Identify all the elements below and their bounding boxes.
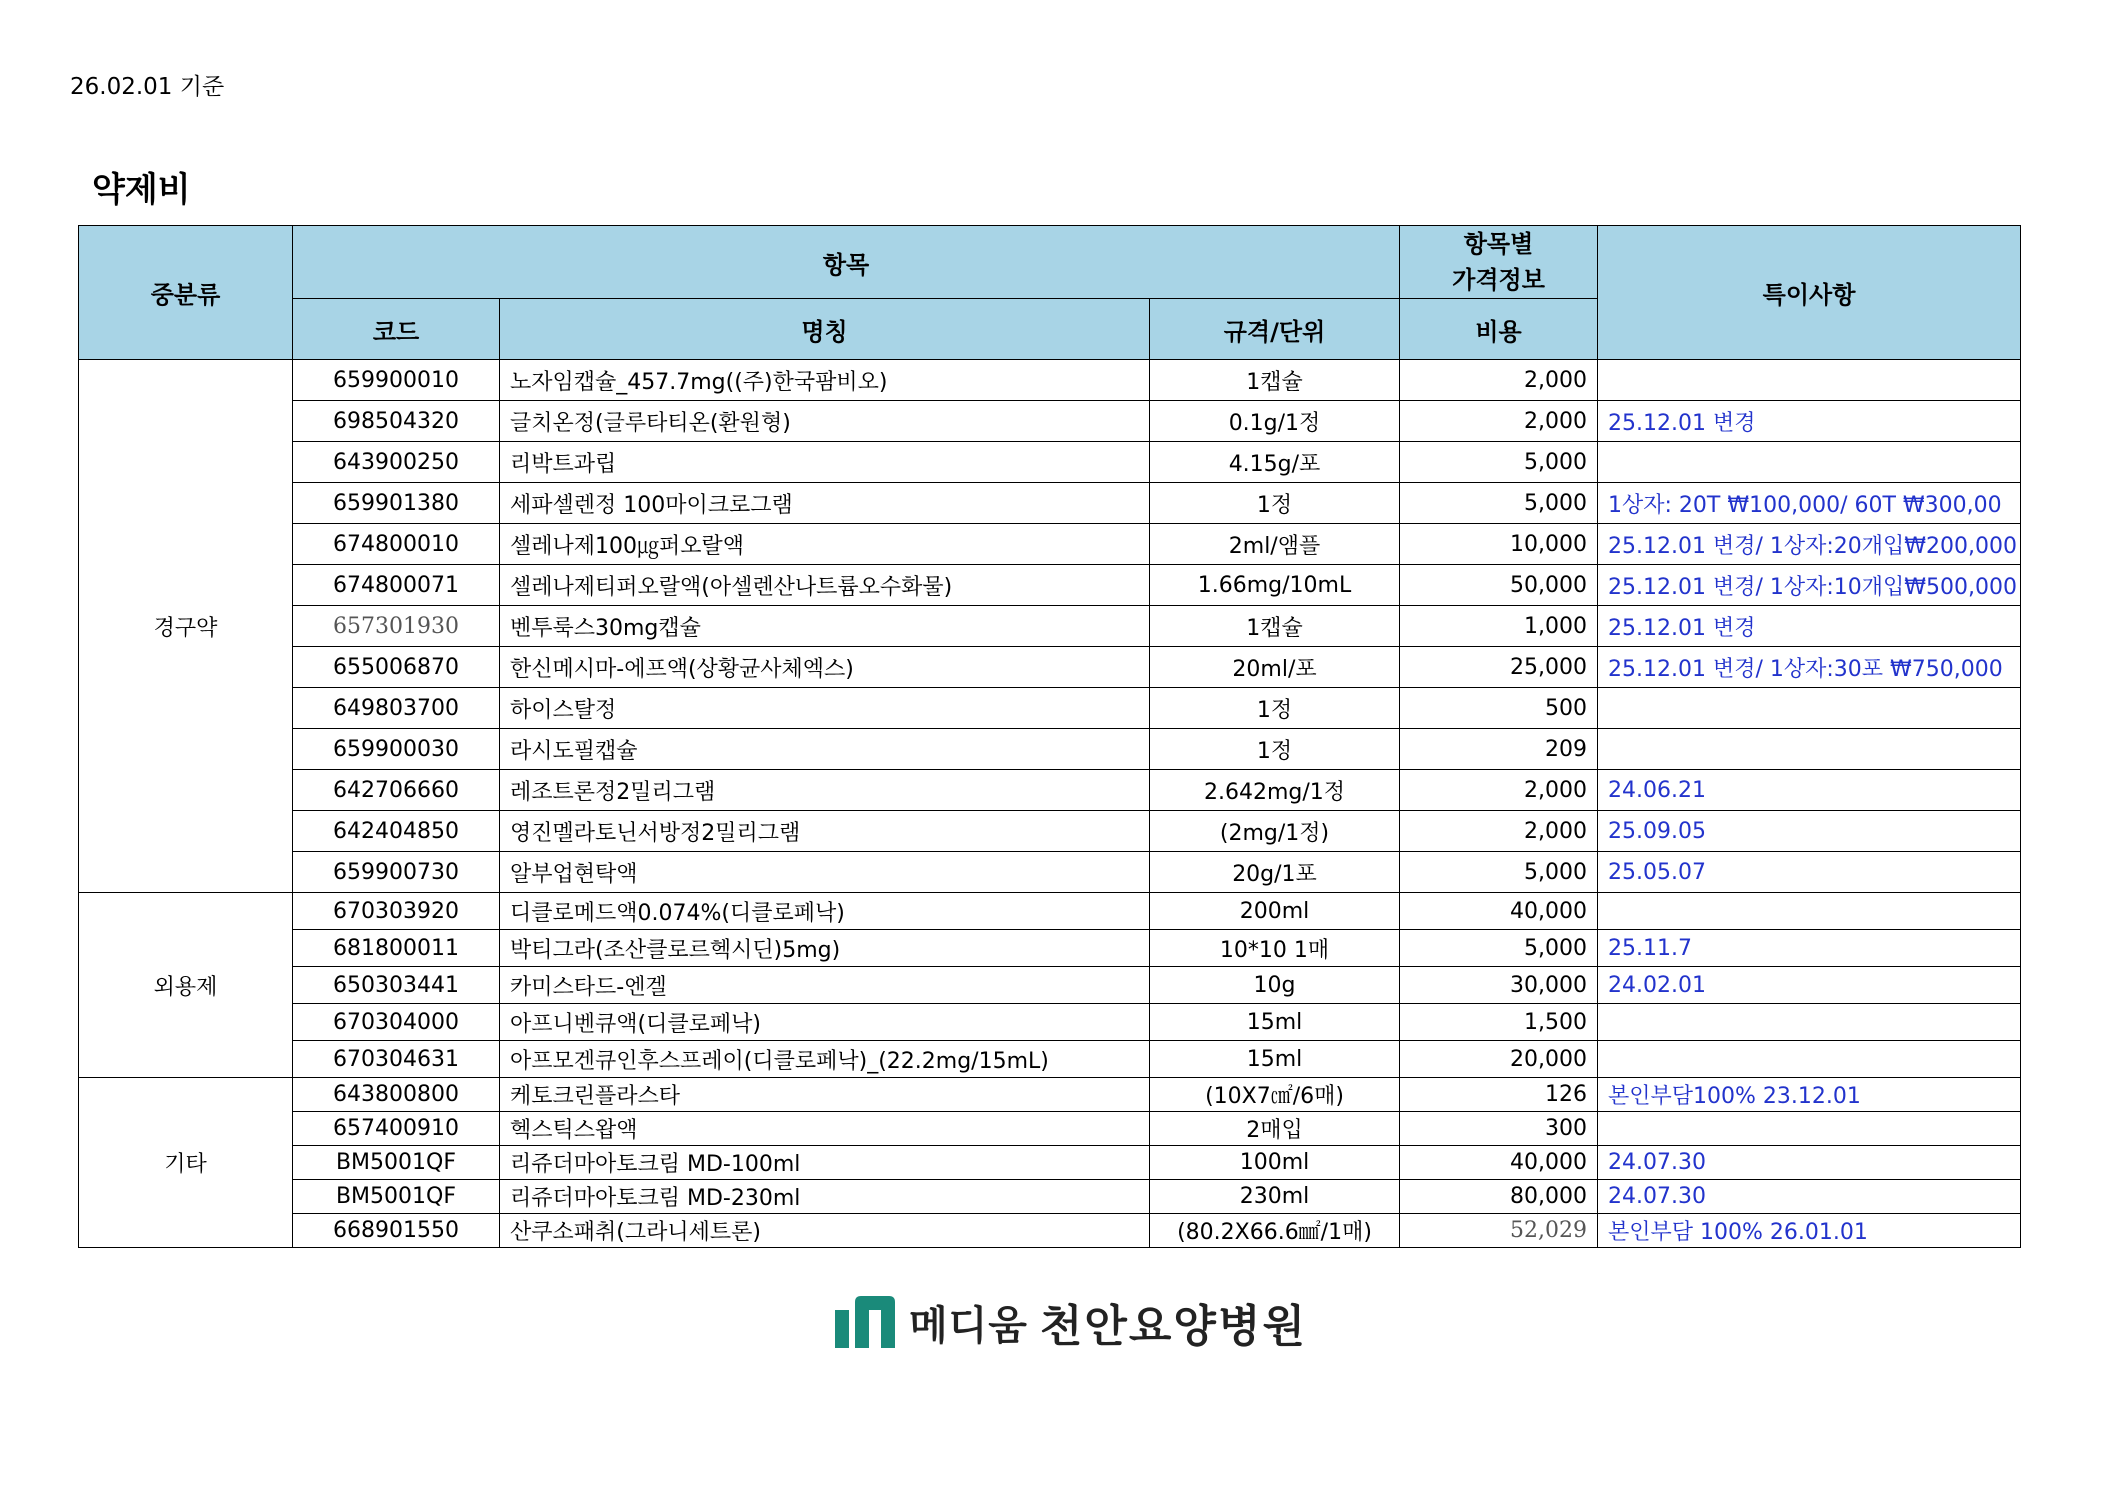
category-cell: 외용제: [79, 893, 293, 1078]
cost-cell: 126: [1400, 1078, 1598, 1112]
name-cell: 알부업현탁액: [500, 852, 1150, 893]
table-row: [79, 360, 2021, 401]
table-row: [79, 729, 2021, 770]
name-cell: 헥스틱스왑액: [500, 1112, 1150, 1146]
header-category: 중분류: [79, 226, 293, 360]
cost-cell: 2,000: [1400, 770, 1598, 811]
spec-cell: 1캡슐: [1150, 360, 1400, 401]
section-title: 약제비: [92, 170, 191, 210]
table-row: [79, 688, 2021, 729]
spec-cell: (2mg/1정): [1150, 811, 1400, 852]
spec-cell: 2.642mg/1정: [1150, 770, 1400, 811]
medium-logo-mark-icon: [835, 1296, 895, 1348]
spec-cell: 15ml: [1150, 1004, 1400, 1041]
category-cell: 경구약: [79, 360, 293, 893]
code-cell: 650303441: [293, 967, 500, 1004]
spec-cell: 2매입: [1150, 1112, 1400, 1146]
note-cell: 25.12.01 변경/ 1상자:10개입₩500,000: [1598, 565, 2021, 606]
note-cell: [1598, 1112, 2021, 1146]
note-cell: [1598, 893, 2021, 930]
code-cell: 698504320: [293, 401, 500, 442]
cost-cell: 500: [1400, 688, 1598, 729]
code-cell: 670304000: [293, 1004, 500, 1041]
table-row: [79, 647, 2021, 688]
header-code: 코드: [293, 299, 500, 360]
spec-cell: 2ml/앰플: [1150, 524, 1400, 565]
spec-cell: 1캡슐: [1150, 606, 1400, 647]
spec-cell: 1.66mg/10mL: [1150, 565, 1400, 606]
name-cell: 케토크린플라스타: [500, 1078, 1150, 1112]
logo-hospital-name: 천안요양병원: [1039, 1301, 1307, 1352]
cost-cell: 1,500: [1400, 1004, 1598, 1041]
note-cell: 1상자: 20T ₩100,000/ 60T ₩300,00: [1598, 483, 2021, 524]
name-cell: 하이스탈정: [500, 688, 1150, 729]
note-cell: [1598, 729, 2021, 770]
cost-cell: 209: [1400, 729, 1598, 770]
table-row: [79, 1180, 2021, 1214]
code-cell: 642706660: [293, 770, 500, 811]
spec-cell: 20ml/포: [1150, 647, 1400, 688]
note-cell: 25.05.07: [1598, 852, 2021, 893]
name-cell: 벤투룩스30mg캡슐: [500, 606, 1150, 647]
code-cell: 674800010: [293, 524, 500, 565]
reference-date: 26.02.01 기준: [70, 74, 225, 100]
cost-cell: 1,000: [1400, 606, 1598, 647]
table-row: [79, 930, 2021, 967]
cost-cell: 5,000: [1400, 483, 1598, 524]
name-cell: 리쥬더마아토크림 MD-230ml: [500, 1180, 1150, 1214]
name-cell: 카미스타드-엔겔: [500, 967, 1150, 1004]
header-price-info: 항목별 가격정보: [1400, 226, 1598, 299]
name-cell: 글치온정(글루타티온(환원형): [500, 401, 1150, 442]
code-cell: 659901380: [293, 483, 500, 524]
code-cell: 655006870: [293, 647, 500, 688]
code-cell: 670303920: [293, 893, 500, 930]
spec-cell: 1정: [1150, 729, 1400, 770]
table-row: [79, 1214, 2021, 1248]
cost-cell: 5,000: [1400, 930, 1598, 967]
code-cell: 657301930: [293, 606, 500, 647]
note-cell: [1598, 360, 2021, 401]
table-row: [79, 1041, 2021, 1078]
note-cell: 25.09.05: [1598, 811, 2021, 852]
cost-cell: 2,000: [1400, 401, 1598, 442]
code-cell: 657400910: [293, 1112, 500, 1146]
table-row: [79, 1004, 2021, 1041]
cost-cell: 30,000: [1400, 967, 1598, 1004]
spec-cell: 10g: [1150, 967, 1400, 1004]
spec-cell: 0.1g/1정: [1150, 401, 1400, 442]
header-cost: 비용: [1400, 299, 1598, 360]
code-cell: 659900030: [293, 729, 500, 770]
name-cell: 아프모겐큐인후스프레이(디클로페낙)_(22.2mg/15mL): [500, 1041, 1150, 1078]
code-cell: 659900010: [293, 360, 500, 401]
code-cell: 681800011: [293, 930, 500, 967]
cost-cell: 50,000: [1400, 565, 1598, 606]
note-cell: [1598, 1041, 2021, 1078]
name-cell: 리쥬더마아토크림 MD-100ml: [500, 1146, 1150, 1180]
table-row: [79, 442, 2021, 483]
spec-cell: (10X7㎠/6매): [1150, 1078, 1400, 1112]
name-cell: 리박트과립: [500, 442, 1150, 483]
name-cell: 한신메시마-에프액(상황균사체엑스): [500, 647, 1150, 688]
code-cell: 674800071: [293, 565, 500, 606]
name-cell: 셀레나제티퍼오랄액(아셀렌산나트륨오수화물): [500, 565, 1150, 606]
code-cell: 643800800: [293, 1078, 500, 1112]
name-cell: 산쿠소패취(그라니세트론): [500, 1214, 1150, 1248]
cost-cell: 10,000: [1400, 524, 1598, 565]
cost-cell: 20,000: [1400, 1041, 1598, 1078]
table-row: [79, 401, 2021, 442]
code-cell: 642404850: [293, 811, 500, 852]
note-cell: 24.02.01: [1598, 967, 2021, 1004]
note-cell: 25.12.01 변경: [1598, 401, 2021, 442]
name-cell: 박티그라(조산클로르헥시딘)5mg): [500, 930, 1150, 967]
name-cell: 디클로메드액0.074%(디클로페낙): [500, 893, 1150, 930]
cost-cell: 40,000: [1400, 1146, 1598, 1180]
spec-cell: 10*10 1매: [1150, 930, 1400, 967]
note-cell: 25.12.01 변경: [1598, 606, 2021, 647]
note-cell: 24.07.30: [1598, 1146, 2021, 1180]
header-spec: 규격/단위: [1150, 299, 1400, 360]
note-cell: [1598, 1004, 2021, 1041]
header-name: 명칭: [500, 299, 1150, 360]
code-cell: 643900250: [293, 442, 500, 483]
spec-cell: 230ml: [1150, 1180, 1400, 1214]
table-row: [79, 811, 2021, 852]
table-row: [79, 967, 2021, 1004]
table-row: [79, 770, 2021, 811]
logo-brand-name: 메디움: [909, 1302, 1028, 1349]
cost-cell: 2,000: [1400, 360, 1598, 401]
spec-cell: 15ml: [1150, 1041, 1400, 1078]
note-cell: 24.07.30: [1598, 1180, 2021, 1214]
name-cell: 영진멜라토닌서방정2밀리그램: [500, 811, 1150, 852]
table-row: [79, 483, 2021, 524]
code-cell: BM5001QF: [293, 1180, 500, 1214]
header-remarks: 특이사항: [1598, 226, 2021, 360]
note-cell: 25.11.7: [1598, 930, 2021, 967]
cost-cell: 2,000: [1400, 811, 1598, 852]
cost-cell: 52,029: [1400, 1214, 1598, 1248]
table-row: [79, 565, 2021, 606]
name-cell: 노자임캡슐_457.7mg((주)한국팜비오): [500, 360, 1150, 401]
table-row: [79, 1078, 2021, 1112]
note-cell: [1598, 688, 2021, 729]
spec-cell: 200ml: [1150, 893, 1400, 930]
note-cell: 25.12.01 변경/ 1상자:30포 ₩750,000: [1598, 647, 2021, 688]
table-row: [79, 852, 2021, 893]
name-cell: 아프니벤큐액(디클로페낙): [500, 1004, 1150, 1041]
name-cell: 셀레나제100㎍퍼오랄액: [500, 524, 1150, 565]
drug-fee-table: [78, 225, 2021, 1248]
cost-cell: 40,000: [1400, 893, 1598, 930]
name-cell: 라시도필캡슐: [500, 729, 1150, 770]
cost-cell: 5,000: [1400, 442, 1598, 483]
cost-cell: 25,000: [1400, 647, 1598, 688]
table-row: [79, 524, 2021, 565]
note-cell: 본인부담 100% 26.01.01: [1598, 1214, 2021, 1248]
note-cell: 본인부담100% 23.12.01: [1598, 1078, 2021, 1112]
name-cell: 레조트론정2밀리그램: [500, 770, 1150, 811]
table-row: [79, 1146, 2021, 1180]
note-cell: 25.12.01 변경/ 1상자:20개입₩200,000: [1598, 524, 2021, 565]
spec-cell: (80.2X66.6㎟/1매): [1150, 1214, 1400, 1248]
cost-cell: 5,000: [1400, 852, 1598, 893]
spec-cell: 1정: [1150, 483, 1400, 524]
spec-cell: 20g/1포: [1150, 852, 1400, 893]
header-item: 항목: [293, 226, 1400, 299]
table-row: [79, 1112, 2021, 1146]
table-row: [79, 893, 2021, 930]
code-cell: 659900730: [293, 852, 500, 893]
name-cell: 세파셀렌정 100마이크로그램: [500, 483, 1150, 524]
hospital-logo: [835, 1290, 1307, 1354]
code-cell: 670304631: [293, 1041, 500, 1078]
spec-cell: 100ml: [1150, 1146, 1400, 1180]
note-cell: [1598, 442, 2021, 483]
cost-cell: 300: [1400, 1112, 1598, 1146]
cost-cell: 80,000: [1400, 1180, 1598, 1214]
note-cell: 24.06.21: [1598, 770, 2021, 811]
code-cell: 668901550: [293, 1214, 500, 1248]
spec-cell: 4.15g/포: [1150, 442, 1400, 483]
code-cell: 649803700: [293, 688, 500, 729]
category-cell: 기타: [79, 1078, 293, 1248]
table-body: [79, 360, 2021, 1248]
table-row: [79, 606, 2021, 647]
spec-cell: 1정: [1150, 688, 1400, 729]
code-cell: BM5001QF: [293, 1146, 500, 1180]
